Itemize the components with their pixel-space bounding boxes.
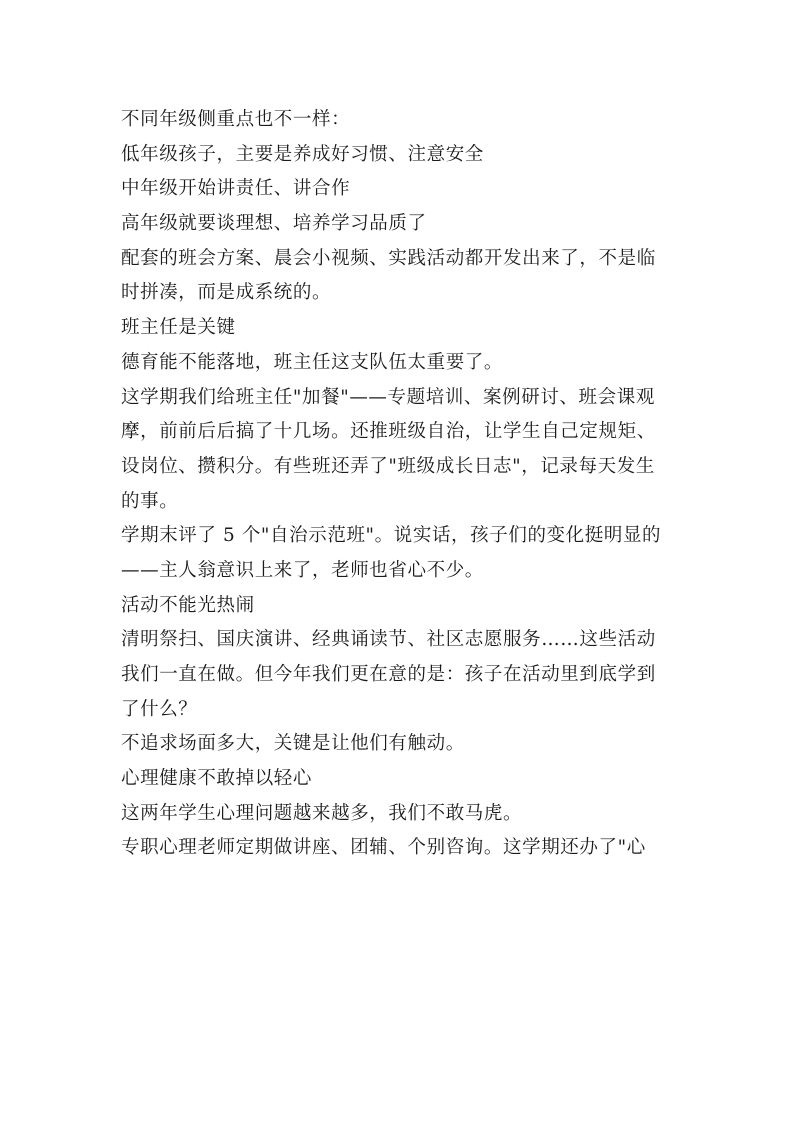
text-line: 不追求场面多大，关键是让他们有触动。 bbox=[121, 733, 465, 755]
text-line: 摩，前前后后搞了十几场。还推班级自治，让学生自己定规矩、 bbox=[121, 421, 656, 443]
text-line: 我们一直在做。但今年我们更在意的是：孩子在活动里到底学到 bbox=[121, 664, 656, 685]
text-line: 学期末评了 5 个"自治示范班"。说实话，孩子们的变化挺明显的 bbox=[121, 525, 662, 547]
text-line: 德育能不能落地，班主任这支队伍太重要了。 bbox=[121, 351, 504, 373]
document-body bbox=[121, 103, 677, 866]
text-line: 不同年级侧重点也不一样： bbox=[121, 109, 351, 130]
text-line: 专职心理老师定期做讲座、团辅、个别咨询。这学期还办了"心 bbox=[121, 837, 646, 859]
text-line: 清明祭扫、国庆演讲、经典诵读节、社区志愿服务……这些活动 bbox=[121, 629, 656, 651]
section-heading: 心理健康不敢掉以轻心 bbox=[121, 768, 313, 790]
text-line: 低年级孩子，主要是养成好习惯、注意安全 bbox=[121, 143, 484, 165]
text-line: 中年级开始讲责任、讲合作 bbox=[121, 178, 351, 200]
text-line: 这学期我们给班主任"加餐"——专题培训、案例研讨、班会课观 bbox=[121, 386, 655, 408]
text-line: 高年级就要谈理想、培养学习品质了 bbox=[121, 213, 427, 235]
text-line: ——主人翁意识上来了，老师也省心不少。 bbox=[121, 559, 484, 581]
section-heading: 班主任是关键 bbox=[121, 317, 236, 339]
text-line: 配套的班会方案、晨会小视频、实践活动都开发出来了，不是临 bbox=[121, 247, 656, 269]
text-line: 了什么？ bbox=[121, 698, 198, 720]
text-line: 时拼凑，而是成系统的。 bbox=[121, 282, 332, 304]
text-line: 设岗位、攒积分。有些班还弄了"班级成长日志"，记录每天发生 bbox=[121, 455, 655, 477]
text-line: 这两年学生心理问题越来越多，我们不敢马虎。 bbox=[121, 802, 523, 824]
text-line: 的事。 bbox=[121, 490, 179, 512]
section-heading: 活动不能光热闹 bbox=[121, 594, 255, 616]
